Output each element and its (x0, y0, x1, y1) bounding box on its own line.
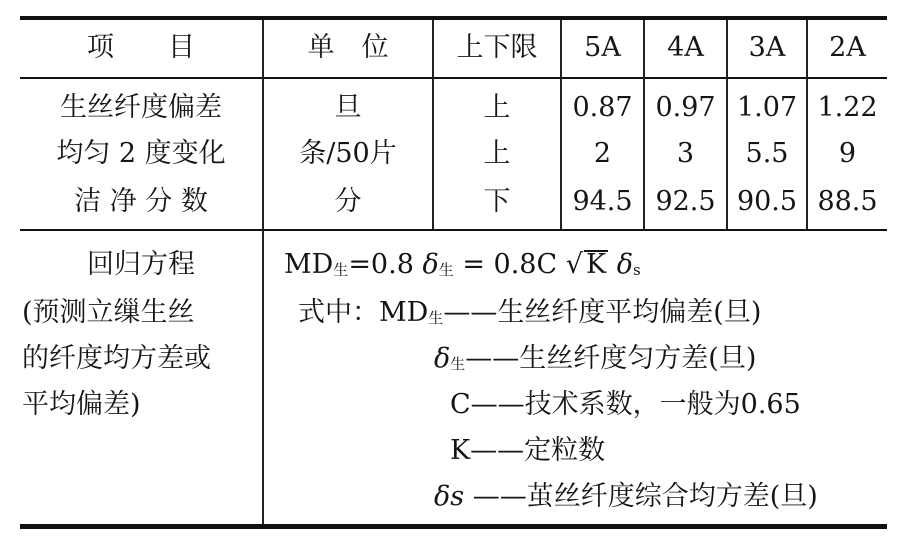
row-value: 9 (838, 138, 857, 169)
regression-label-line: (预测立缫生丝 (22, 297, 195, 328)
eq-sqrt-k: K (585, 249, 607, 280)
top-rule (20, 16, 887, 20)
def-text: ——生丝纤度匀方差(旦) (465, 343, 757, 374)
row-value: 92.5 (655, 186, 716, 217)
def-symbol: δs (434, 481, 465, 512)
definition-delta-s (434, 474, 818, 520)
row-value: 3 (676, 138, 695, 169)
row-value: 0.87 (572, 92, 633, 123)
eq-delta: δ (616, 249, 633, 280)
row-limit: 上 (483, 138, 511, 169)
def-text: ——生丝纤度平均偏差(旦) (443, 297, 762, 328)
row-unit: 分 (334, 186, 362, 217)
def-symbol: δ (434, 343, 451, 374)
row-limit: 下 (483, 186, 511, 217)
header-rule (20, 77, 887, 79)
def-text: ——茧丝纤度综合均方差(旦) (464, 481, 818, 512)
row-value: 88.5 (817, 186, 878, 217)
regression-label-line: 的纤度均方差或 (22, 343, 211, 374)
row-item-cleanness: 洁 净 分 数 (74, 186, 208, 217)
row-value: 94.5 (572, 186, 633, 217)
def-sub: 生 (450, 355, 466, 373)
def-sub: 生 (428, 309, 444, 327)
row-item-evenness: 均匀 2 度变化 (56, 138, 226, 169)
eq-delta: δ (422, 249, 439, 280)
def-symbol: 式中：MD (298, 297, 429, 328)
regression-label-line: 回归方程 (87, 249, 195, 280)
header-unit: 单 位 (307, 32, 389, 63)
header-grade-3a: 3A (748, 32, 786, 63)
row-value: 90.5 (736, 186, 798, 217)
header-grade-4a: 4A (667, 32, 704, 63)
row-value: 1.07 (736, 92, 798, 123)
definition-delta (434, 336, 756, 387)
def-text: ——技术系数，一般为0.65 (470, 389, 801, 420)
row-value: 1.22 (817, 92, 878, 123)
eq-sqrt-sign: √ (565, 249, 583, 280)
def-text: ——定粒数 (470, 435, 606, 466)
eq-sub: 生 (333, 261, 349, 279)
row-unit: 旦 (334, 92, 362, 123)
eq-part: =0.8 (348, 249, 414, 280)
row-item-fineness: 生丝纤度偏差 (60, 92, 222, 123)
header-item: 项 目 (87, 32, 195, 63)
eq-md: MD (284, 249, 334, 280)
header-grade-5a: 5A (584, 32, 621, 63)
header-limit: 上下限 (456, 32, 538, 63)
def-symbol: K (450, 435, 471, 466)
definition-k (450, 428, 605, 474)
def-symbol: C (450, 389, 471, 420)
eq-sub: 生 (438, 261, 454, 279)
regression-equation (284, 242, 641, 293)
row-value: 0.97 (655, 92, 716, 123)
header-grade-2a: 2A (829, 32, 866, 63)
middle-rule (20, 229, 887, 231)
row-unit: 条/50片 (299, 138, 397, 169)
eq-part: = 0.8C (453, 249, 558, 280)
row-value: 5.5 (745, 138, 789, 169)
row-limit: 上 (483, 92, 511, 123)
definition-md (298, 290, 761, 341)
bottom-rule (20, 524, 887, 529)
definition-c (450, 382, 801, 428)
row-value: 2 (593, 138, 612, 169)
eq-sub: s (632, 261, 641, 279)
regression-label-line: 平均偏差) (22, 389, 141, 420)
